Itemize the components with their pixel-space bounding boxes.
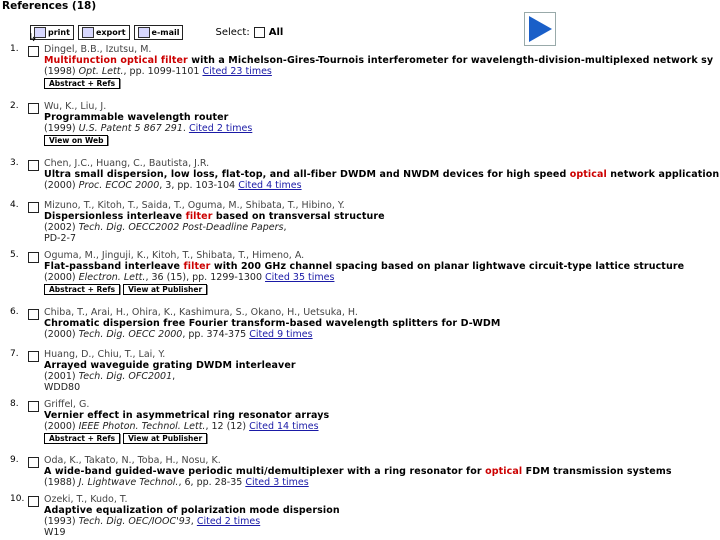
reference-number: 9. xyxy=(10,455,19,465)
source-journal: J. Lightwave Technol. xyxy=(78,477,179,488)
reference-title xyxy=(44,410,720,421)
reference-title xyxy=(44,211,720,222)
export-button[interactable] xyxy=(78,25,130,40)
source-pages: , 3, pp. 103-104 xyxy=(159,180,239,191)
references-title: References (18) xyxy=(2,0,97,12)
reference-number: 7. xyxy=(10,349,19,359)
cited-by-link[interactable]: Cited 14 times xyxy=(249,421,319,432)
cited-by-link[interactable]: Cited 3 times xyxy=(245,477,309,488)
reference-source xyxy=(44,371,720,382)
reference-body xyxy=(44,349,720,393)
reference-checkbox[interactable] xyxy=(28,457,39,468)
reference-authors[interactable]: Griffel, G. xyxy=(44,399,90,410)
source-year: (1999) xyxy=(44,123,79,134)
reference-source xyxy=(44,329,720,340)
reference-title xyxy=(44,169,720,180)
source-journal: Tech. Dig. OFC2001 xyxy=(78,371,173,382)
reference-authors[interactable]: Dingel, B.B., Izutsu, M. xyxy=(44,44,152,55)
title-text: based on transversal structure xyxy=(212,211,385,222)
export-icon xyxy=(82,27,94,38)
reference-title xyxy=(44,318,720,329)
reference-authors[interactable]: Ozeki, T., Kudo, T. xyxy=(44,494,128,505)
source-journal: Proc. ECOC 2000 xyxy=(78,180,160,191)
reference-authors[interactable]: Chen, J.C., Huang, C., Bautista, J.R. xyxy=(44,158,210,169)
source-year: (2000) xyxy=(44,272,79,283)
reference-title xyxy=(44,505,720,516)
reference-number: 8. xyxy=(10,399,19,409)
reference-body xyxy=(44,44,720,89)
source-pages: , 12 (12) xyxy=(205,421,250,432)
reference-body xyxy=(44,399,720,444)
toolbar xyxy=(30,25,283,40)
reference-checkbox[interactable] xyxy=(28,103,39,114)
source-journal: U.S. Patent 5 867 291 xyxy=(78,123,183,134)
title-text: Ultra small dispersion, low loss, flat-top, and all-fiber DWDM and NWDM devices for high speed xyxy=(44,169,570,180)
reference-body xyxy=(44,455,720,488)
view-at-publisher-button[interactable]: View at Publisher xyxy=(123,433,207,444)
source-pages: . xyxy=(182,123,189,134)
print-label: print xyxy=(48,28,70,37)
title-highlight: filter xyxy=(185,211,213,222)
source-pages: , pp. 374-375 xyxy=(182,329,250,340)
export-label: export xyxy=(95,28,126,37)
source-pages: , xyxy=(283,222,287,233)
envelope-icon xyxy=(138,27,150,38)
reference-extra: W19 xyxy=(44,527,66,538)
source-pages: , pp. 1099-1101 xyxy=(123,66,203,77)
cited-by-link[interactable]: Cited 2 times xyxy=(188,123,253,134)
email-button[interactable] xyxy=(134,25,184,40)
select-label: Select: xyxy=(215,27,250,38)
reference-authors[interactable]: Oguma, M., Jinguji, K., Kitoh, T., Shibata, T., Himeno, A. xyxy=(44,250,305,261)
reference-body xyxy=(44,158,720,191)
reference-buttons xyxy=(44,433,720,444)
reference-number: 6. xyxy=(10,307,19,317)
reference-checkbox[interactable] xyxy=(28,46,39,57)
title-text: Programmable wavelength router xyxy=(44,112,229,123)
reference-number: 3. xyxy=(10,158,19,168)
title-highlight: filter xyxy=(183,261,211,272)
title-text: Flat-passband interleave xyxy=(44,261,184,272)
source-year: (2001) xyxy=(44,371,79,382)
source-pages: , xyxy=(172,371,176,382)
source-pages: , 6, pp. 28-35 xyxy=(178,477,246,488)
title-text: Arrayed waveguide grating DWDM interleaver xyxy=(44,360,296,371)
reference-authors[interactable]: Chiba, T., Arai, H., Ohira, K., Kashimura, S., Okano, H., Uetsuka, H. xyxy=(44,307,358,318)
source-pages: , 36 (15), pp. 1299-1300 xyxy=(145,272,266,283)
reference-number: 5. xyxy=(10,250,19,260)
cited-by-link[interactable]: Cited 4 times xyxy=(238,180,302,191)
cited-by-link[interactable]: Cited 23 times xyxy=(202,66,272,77)
all-label: All xyxy=(268,27,284,38)
reference-source xyxy=(44,421,720,432)
reference-body xyxy=(44,250,720,295)
reference-authors[interactable]: Oda, K., Takato, N., Toba, H., Nosu, K. xyxy=(44,455,221,466)
reference-number: 1. xyxy=(10,44,19,54)
reference-body xyxy=(44,494,720,538)
view-at-publisher-button[interactable]: View at Publisher xyxy=(123,284,207,295)
reference-source xyxy=(44,123,720,134)
source-year: (1998) xyxy=(44,66,79,77)
view-on-web-button[interactable]: View on Web xyxy=(44,135,108,146)
source-year: (2002) xyxy=(44,222,79,233)
abstract-refs-button[interactable]: Abstract + Refs xyxy=(44,78,120,89)
reference-checkbox[interactable] xyxy=(28,202,39,213)
source-journal: Tech. Dig. OEC/IOOC'93 xyxy=(78,516,191,527)
play-triangle-icon xyxy=(525,13,555,45)
reference-checkbox[interactable] xyxy=(28,401,39,412)
reference-source xyxy=(44,272,720,283)
reference-authors[interactable]: Mizuno, T., Kitoh, T., Saida, T., Oguma, M., Shibata, T., Hibino, Y. xyxy=(44,200,345,211)
title-highlight: Multifunction optical filter xyxy=(44,55,188,66)
title-text: FDM transmission systems xyxy=(522,466,672,477)
reference-source xyxy=(44,222,720,233)
reference-number: 4. xyxy=(10,200,19,210)
source-year: (1988) xyxy=(44,477,79,488)
reference-checkbox[interactable] xyxy=(28,309,39,320)
title-text: Vernier effect in asymmetrical ring resonator arrays xyxy=(44,410,330,421)
reference-checkbox[interactable] xyxy=(28,160,39,171)
play-button[interactable] xyxy=(524,12,556,46)
title-text: Adaptive equalization of polarization mode dispersion xyxy=(44,505,340,516)
reference-source xyxy=(44,66,720,77)
title-text: Chromatic dispersion free Fourier transform-based wavelength splitters for D-WDM xyxy=(44,318,501,329)
source-year: (1993) xyxy=(44,516,79,527)
source-year: (2000) xyxy=(44,180,79,191)
reference-title xyxy=(44,55,720,66)
title-text: A wide-band guided-wave periodic multi/demultiplexer with a ring resonator for xyxy=(44,466,486,477)
return-arrow-icon: ↳ xyxy=(28,31,38,44)
reference-title xyxy=(44,261,720,272)
reference-source xyxy=(44,516,720,527)
reference-authors[interactable]: Wu, K., Liu, J. xyxy=(44,101,107,112)
source-year: (2000) xyxy=(44,329,79,340)
reference-extra: PD-2-7 xyxy=(44,233,76,244)
title-text: with 200 GHz channel spacing based on planar lightwave circuit-type lattice structure xyxy=(210,261,685,272)
select-all-checkbox[interactable] xyxy=(254,27,265,38)
source-journal: IEEE Photon. Technol. Lett. xyxy=(78,421,206,432)
cited-by-link[interactable]: Cited 9 times xyxy=(249,329,313,340)
source-pages: , xyxy=(190,516,197,527)
title-highlight: optical xyxy=(485,466,523,477)
source-journal: Tech. Dig. OECC 2000 xyxy=(78,329,183,340)
reference-title xyxy=(44,112,720,123)
reference-buttons xyxy=(44,78,720,89)
title-text: Dispersionless interleave xyxy=(44,211,186,222)
reference-checkbox[interactable] xyxy=(28,252,39,263)
reference-checkbox[interactable] xyxy=(28,496,39,507)
reference-number: 10. xyxy=(10,494,25,504)
reference-source xyxy=(44,477,720,488)
source-journal: Electron. Lett. xyxy=(78,272,146,283)
abstract-refs-button[interactable]: Abstract + Refs xyxy=(44,284,120,295)
reference-buttons xyxy=(44,135,720,146)
reference-buttons xyxy=(44,284,720,295)
title-text: network application xyxy=(606,169,720,180)
reference-extra: WDD80 xyxy=(44,382,81,393)
reference-title xyxy=(44,466,720,477)
email-label: e-mail xyxy=(151,28,180,37)
source-journal: Opt. Lett. xyxy=(78,66,124,77)
source-year: (2000) xyxy=(44,421,79,432)
reference-body xyxy=(44,307,720,340)
title-highlight: optical xyxy=(569,169,607,180)
reference-title xyxy=(44,360,720,371)
reference-checkbox[interactable] xyxy=(28,351,39,362)
title-text: with a Michelson-Gires-Tournois interferometer for wavelength-division-multiplexed network sy xyxy=(187,55,714,66)
reference-authors[interactable]: Huang, D., Chiu, T., Lai, Y. xyxy=(44,349,166,360)
abstract-refs-button[interactable]: Abstract + Refs xyxy=(44,433,120,444)
reference-number: 2. xyxy=(10,101,19,111)
reference-body xyxy=(44,200,720,244)
source-journal: Tech. Dig. OECC2002 Post-Deadline Papers xyxy=(78,222,284,233)
reference-source xyxy=(44,180,720,191)
cited-by-link[interactable]: Cited 35 times xyxy=(265,272,335,283)
reference-body xyxy=(44,101,720,146)
cited-by-link[interactable]: Cited 2 times xyxy=(196,516,261,527)
